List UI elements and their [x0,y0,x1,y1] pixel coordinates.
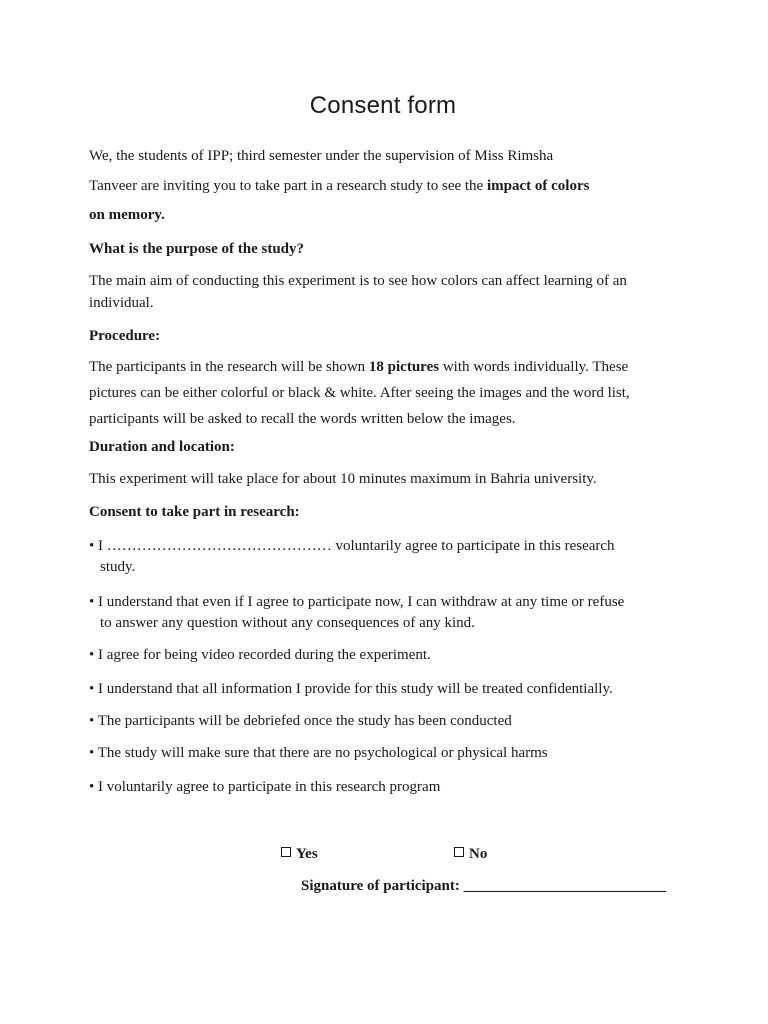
duration-heading: Duration and location: [89,439,235,455]
page-title: Consent form [309,92,457,119]
intro-line-3: on memory. [89,207,165,223]
purpose-line-2: individual. [89,295,154,311]
no-option[interactable] [454,844,487,864]
no-label: No [469,846,488,862]
procedure-emphasis: 18 pictures [368,359,440,375]
consent-bullet-3: • I agree for being video recorded during the experiment. [89,647,431,663]
consent-bullet-4: • I understand that all information I provide for this study will be treated confidentially. [89,681,613,697]
consent-bullet-7: • I voluntarily agree to participate in this research program [89,779,441,795]
consent-bullet-1: • I ……………………………………… voluntarily agree to participate in this research [89,538,615,554]
yes-option[interactable] [281,844,318,864]
consent-bullet-2-cont: to answer any question without any consequences of any kind. [100,615,475,631]
procedure-line-2: pictures can be either colorful or black & white. After seeing the images and the word list, [89,385,630,401]
yes-label: Yes [296,846,318,862]
consent-bullet-1-cont: study. [100,559,136,575]
procedure-line-1 [89,357,628,377]
intro-line-2 [89,176,589,196]
intro-emphasis: impact of colors [486,178,590,194]
consent-heading: Consent to take part in research: [89,504,300,520]
signature-line[interactable]: ___________________________ [463,878,667,894]
signature-label: Signature of participant: [301,878,460,894]
no-checkbox[interactable] [454,847,464,857]
procedure-line-3: participants will be asked to recall the words written below the images. [89,411,516,427]
procedure-text: The participants in the research will be shown [89,359,369,375]
consent-bullet-5: • The participants will be debriefed once the study has been conducted [89,713,512,729]
consent-bullet-2: • I understand that even if I agree to participate now, I can withdraw at any time or refuse [89,594,625,610]
purpose-line-1: The main aim of conducting this experiment is to see how colors can affect learning of an [89,273,627,289]
intro-line-1: We, the students of IPP; third semester under the supervision of Miss Rimsha [89,148,554,164]
yes-checkbox[interactable] [281,847,291,857]
procedure-heading: Procedure: [89,328,161,344]
consent-bullet-6: • The study will make sure that there are no psychological or physical harms [89,745,548,761]
purpose-heading: What is the purpose of the study? [89,241,305,257]
duration-line-1: This experiment will take place for about 10 minutes maximum in Bahria university. [89,471,597,487]
signature-row [301,876,666,896]
intro-line-2-text: Tanveer are inviting you to take part in a research study to see the [89,178,487,194]
procedure-text-end: with words individually. These [439,359,629,375]
